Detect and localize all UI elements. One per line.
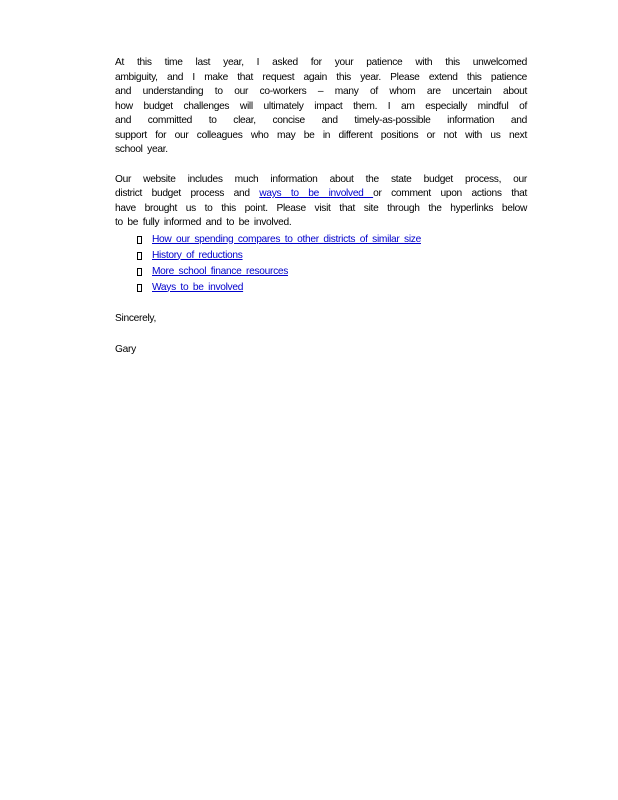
inline-link-ways-to-be-involved[interactable]: ways to be involved [259, 188, 374, 199]
text-line: to be fully informed and to be involved. [115, 217, 292, 228]
letter-body [115, 56, 527, 375]
text-line: and committed to clear, concise and timely-as-possible information and [115, 115, 527, 126]
text-line: school year. [115, 144, 168, 155]
link-ways-to-be-involved[interactable]: Ways to be involved [152, 281, 244, 293]
text-line: At this time last year, I asked for your patience with this unwelcomed [115, 57, 527, 68]
bullet-box-icon [137, 236, 142, 244]
bullet-box-icon [137, 252, 142, 260]
list-item [137, 232, 527, 248]
link-school-finance-resources[interactable]: More school finance resources [152, 265, 289, 277]
closing-salutation: Sincerely, [115, 312, 156, 324]
link-history-of-reductions[interactable]: History of reductions [152, 249, 243, 261]
list-item [137, 280, 527, 296]
bullet-box-icon [137, 268, 142, 276]
text-line [115, 187, 527, 202]
text-line: Our website includes much information about the state budget process, our [115, 173, 527, 185]
paragraph-patience [115, 56, 527, 158]
text-line: support for our colleagues who may be in different positions or not with us next [115, 129, 527, 141]
list-item [137, 264, 527, 280]
paragraph-website [115, 173, 527, 231]
text-fragment: or comment upon actions that [373, 188, 528, 199]
bullet-box-icon [137, 284, 142, 292]
text-fragment: district budget process and [115, 188, 260, 199]
text-line: and understanding to our co-workers – many of whom are uncertain about [115, 86, 527, 97]
text-line: how budget challenges will ultimately impact them. I am especially mindful of [115, 100, 527, 112]
hyperlink-list [115, 232, 527, 296]
list-item [137, 248, 527, 264]
text-line: ambiguity, and I make that request again this year. Please extend this patience [115, 71, 527, 83]
link-spending-comparison[interactable]: How our spending compares to other districts of similar size [152, 233, 421, 245]
signature: Gary [115, 344, 136, 355]
text-line: have brought us to this point. Please visit that site through the hyperlinks below [115, 202, 527, 214]
